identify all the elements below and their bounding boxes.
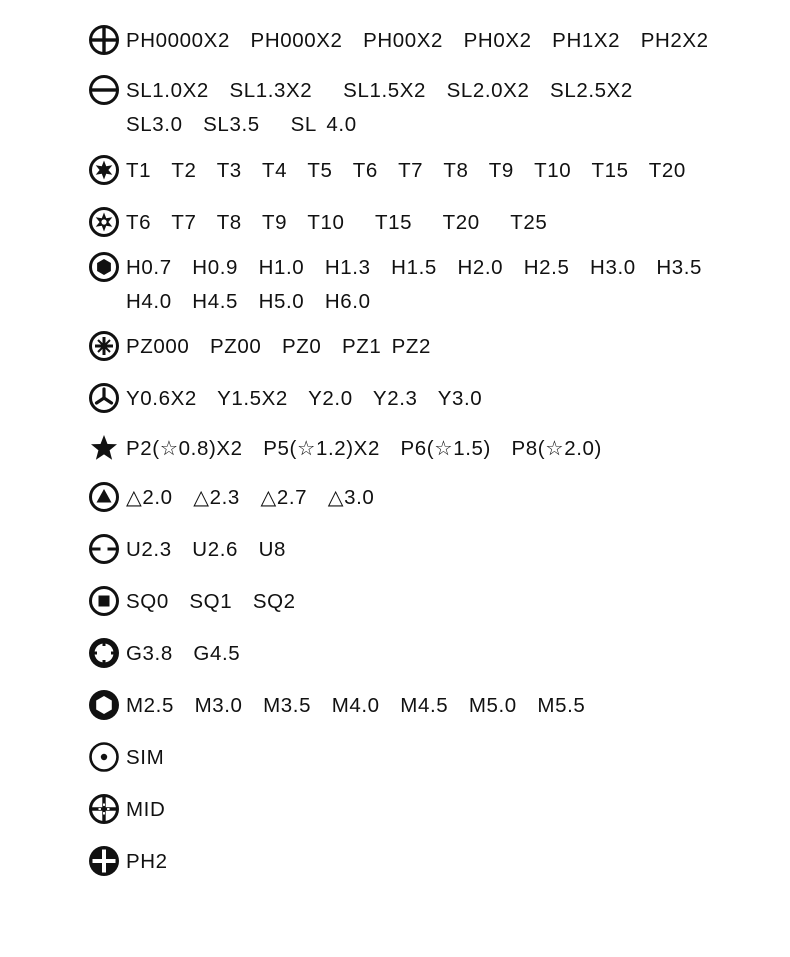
phillips-icon [88,24,120,56]
tri-wing-icon [88,382,120,414]
triangle-icon [88,481,120,513]
bit-sizes-text: △2.0 △2.3 △2.7 △3.0 [126,486,375,509]
slotted-icon [88,74,120,106]
bit-sizes-text: SL1.0X2 SL1.3X2 SL1.5X2 SL2.0X2 SL2.5X2 [126,79,633,102]
bit-row [88,251,768,319]
pozidriv-icon [88,330,120,362]
bit-sizes-text: U2.3 U2.6 U8 [126,538,286,561]
bit-sizes-text: H4.0 H4.5 H5.0 H6.0 [126,290,371,313]
ph2-filled-icon [88,845,120,877]
mid-icon [88,793,120,825]
bit-sizes-text: PH0000X2 PH000X2 PH00X2 PH0X2 PH1X2 PH2X2 [126,29,709,52]
bit-row [88,845,768,879]
bit-row [88,206,768,240]
bit-row [88,793,768,827]
bit-sizes-text: H0.7 H0.9 H1.0 H1.3 H1.5 H2.0 H2.5 H3.0 H3.5 [126,256,703,279]
bit-row [88,637,768,671]
bit-sizes-text: SIM [126,746,165,769]
bit-sizes-text: PZ000 PZ00 PZ0 PZ1 PZ2 [126,335,432,358]
hex-icon [88,251,120,283]
square-icon [88,585,120,617]
hex-nut-icon [88,689,120,721]
bit-sizes-text: T1 T2 T3 T4 T5 T6 T7 T8 T9 T10 T15 T20 [126,159,686,182]
bit-row [88,741,768,775]
bit-row [88,330,768,364]
bit-sizes-text: M2.5 M3.0 M3.5 M4.0 M4.5 M5.0 M5.5 [126,694,586,717]
bit-sizes-text: PH2 [126,850,168,873]
bit-sizes-text: SL3.0 SL3.5 SL 4.0 [126,113,357,136]
bit-row [88,382,768,416]
sim-pin-icon [88,741,120,773]
bit-sizes-text: G3.8 G4.5 [126,642,241,665]
bit-row [88,432,768,466]
bit-sizes-text: P2(☆0.8)X2 P5(☆1.2)X2 P6(☆1.5) P8(☆2.0) [126,437,602,460]
bit-sizes-text: SQ0 SQ1 SQ2 [126,590,296,613]
u-shape-icon [88,533,120,565]
gear-drive-icon [88,637,120,669]
torx-icon [88,154,120,186]
bit-row [88,24,768,58]
bit-row [88,689,768,723]
bit-row [88,154,768,188]
bit-row [88,481,768,515]
bit-sizes-text: T6 T7 T8 T9 T10 T15 T20 T25 [126,211,548,234]
pentalobe-icon [88,432,120,464]
bit-sizes-text: Y0.6X2 Y1.5X2 Y2.0 Y2.3 Y3.0 [126,387,483,410]
bit-row [88,585,768,619]
bit-row [88,74,768,142]
bit-sizes-text: MID [126,798,166,821]
security-torx-icon [88,206,120,238]
bit-row [88,533,768,567]
